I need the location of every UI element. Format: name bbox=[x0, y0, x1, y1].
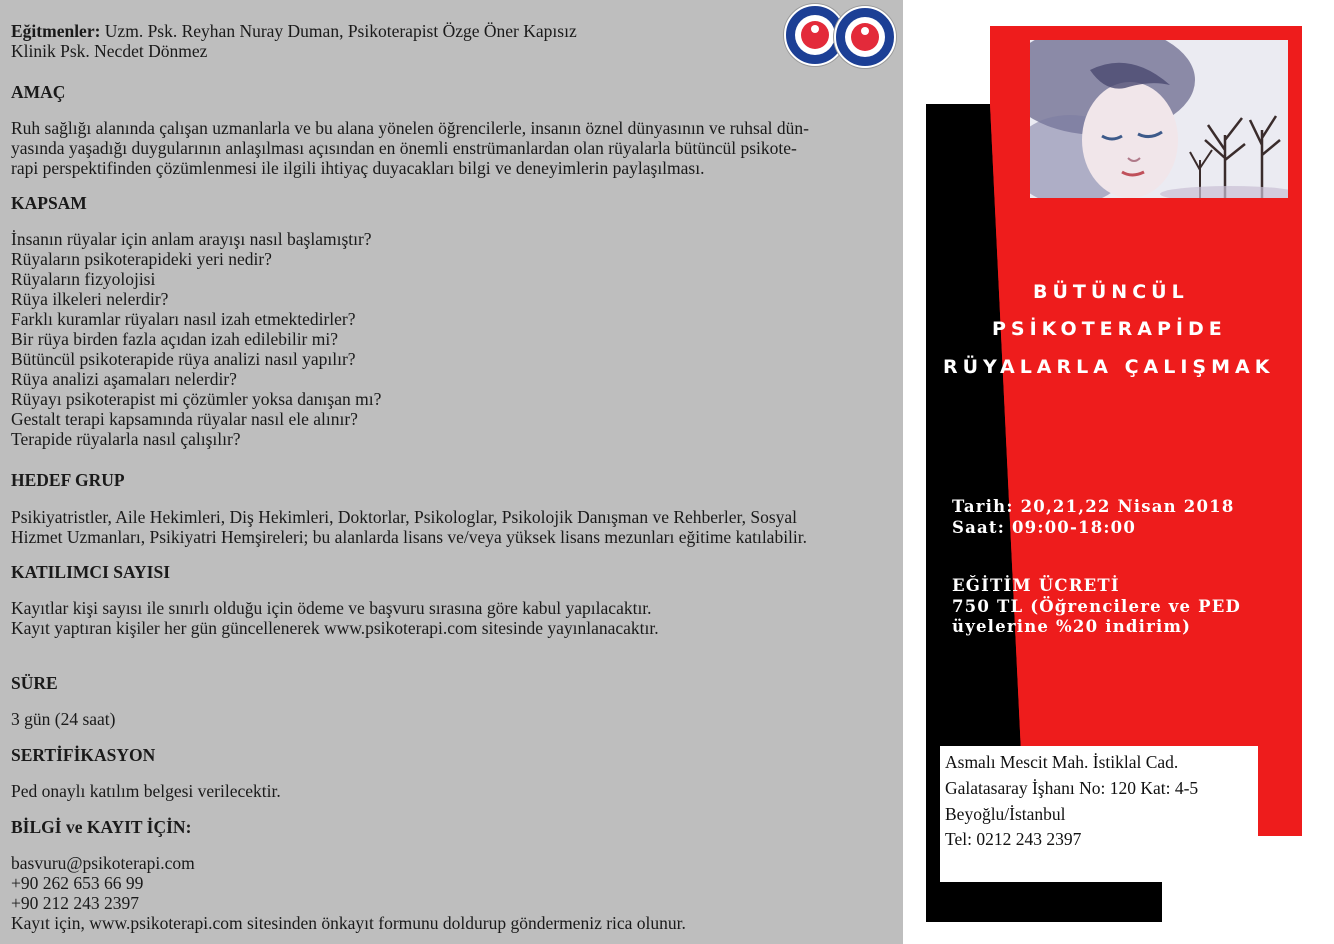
address-line: Galatasaray İşhanı No: 120 Kat: 4-5 bbox=[945, 778, 1199, 798]
flyer-title-line-2: PSİKOTERAPİDE bbox=[992, 318, 1227, 340]
contact-phone[interactable]: +90 212 243 2397 bbox=[11, 893, 139, 913]
fee-label: EĞİTİM ÜCRETİ bbox=[952, 576, 1120, 595]
instructors-label: Eğitmenler: bbox=[11, 21, 101, 41]
list-item: Rüya ilkeleri nelerdir? bbox=[11, 289, 169, 309]
event-time: Saat: 09:00-18:00 bbox=[952, 518, 1137, 537]
instructors-names: Uzm. Psk. Reyhan Nuray Duman, Psikoterapist Özge Öner Kapısız bbox=[104, 21, 577, 41]
list-item: Terapide rüyalarla nasıl çalışılır? bbox=[11, 429, 241, 449]
section-heading-kapsam: KAPSAM bbox=[11, 193, 87, 213]
hedef-line: Psikiyatristler, Aile Hekimleri, Diş Hekimleri, Doktorlar, Psikologlar, Psikolojik Danışman ve Rehberler, Sosyal bbox=[11, 507, 798, 527]
event-date: Tarih: 20,21,22 Nisan 2018 bbox=[952, 497, 1235, 516]
address-line: Beyoğlu/İstanbul bbox=[945, 804, 1066, 824]
amac-line: rapi perspektifinden çözümlenmesi ile ilgili ihtiyaç duyacakları bilgi ve deneyimlerin paylaşılması. bbox=[11, 158, 705, 178]
list-item: Rüya analizi aşamaları nelerdir? bbox=[11, 369, 237, 389]
list-item: Bütüncül psikoterapide rüya analizi nasıl yapılır? bbox=[11, 349, 356, 369]
list-item: Bir rüya birden fazla açıdan izah edilebilir mi? bbox=[11, 329, 339, 349]
hedef-line: Hizmet Uzmanları, Psikiyatri Hemşireleri; bu alanlarda lisans ve/veya yüksek lisans mezunları eğitime katılabilir. bbox=[11, 527, 808, 547]
contact-email[interactable]: basvuru@psikoterapi.com bbox=[11, 853, 195, 873]
list-item: Rüyaların fizyolojisi bbox=[11, 269, 156, 289]
flyer-title-line-1: BÜTÜNCÜL bbox=[1033, 281, 1189, 303]
dreaming-woman-illustration bbox=[1030, 40, 1288, 198]
section-heading-sertifika: SERTİFİKASYON bbox=[11, 745, 156, 765]
amac-line: Ruh sağlığı alanında çalışan uzmanlarla ve bu alana yönelen öğrencilerle, insanın öznel dünyasının ve ruhsal dün- bbox=[11, 118, 809, 138]
flyer-title-line-3: RÜYALARLA ÇALIŞMAK bbox=[943, 356, 1275, 378]
list-item: Rüyaların psikoterapideki yeri nedir? bbox=[11, 249, 272, 269]
section-heading-hedef: HEDEF GRUP bbox=[11, 470, 125, 490]
address-line: Asmalı Mescit Mah. İstiklal Cad. bbox=[945, 752, 1179, 772]
fee-amount: 750 TL (Öğrencilere ve PED bbox=[952, 597, 1242, 616]
amac-line: yasında yaşadığı duygularının anlaşılması açısından en önemli enstrümanlardan olan rüyalarla bütüncül psikote- bbox=[11, 138, 797, 158]
list-item: Rüyayı psikoterapist mi çözümler yoksa danışan mı? bbox=[11, 389, 382, 409]
section-heading-bilgi: BİLGİ ve KAYIT İÇİN: bbox=[11, 817, 192, 837]
section-heading-amac: AMAÇ bbox=[11, 82, 66, 102]
address-phone[interactable]: Tel: 0212 243 2397 bbox=[945, 829, 1082, 849]
section-heading-katilimci: KATILIMCI SAYISI bbox=[11, 562, 171, 582]
instructors-line-2: Klinik Psk. Necdet Dönmez bbox=[11, 41, 208, 61]
list-item: Farklı kuramlar rüyaları nasıl izah etmektedirler? bbox=[11, 309, 356, 329]
contact-phone[interactable]: +90 262 653 66 99 bbox=[11, 873, 144, 893]
list-item: İnsanın rüyalar için anlam arayışı nasıl başlamıştır? bbox=[11, 229, 372, 249]
katilimci-line: Kayıt yaptıran kişiler her gün güncellenerek www.psikoterapi.com sitesinde yayınlanacaktır. bbox=[11, 618, 659, 638]
registration-note: Kayıt için, www.psikoterapi.com sitesinden önkayıt formunu doldurup göndermeniz rica olunur. bbox=[11, 913, 686, 933]
fee-discount: üyelerine %20 indirim) bbox=[952, 617, 1192, 636]
sure-text: 3 gün (24 saat) bbox=[11, 709, 116, 729]
sertifika-text: Ped onaylı katılım belgesi verilecektir. bbox=[11, 781, 281, 801]
section-heading-sure: SÜRE bbox=[11, 673, 58, 693]
katilimci-line: Kayıtlar kişi sayısı ile sınırlı olduğu için ödeme ve başvuru sırasına göre kabul yapılacaktır. bbox=[11, 598, 652, 618]
list-item: Gestalt terapi kapsamında rüyalar nasıl ele alınır? bbox=[11, 409, 358, 429]
